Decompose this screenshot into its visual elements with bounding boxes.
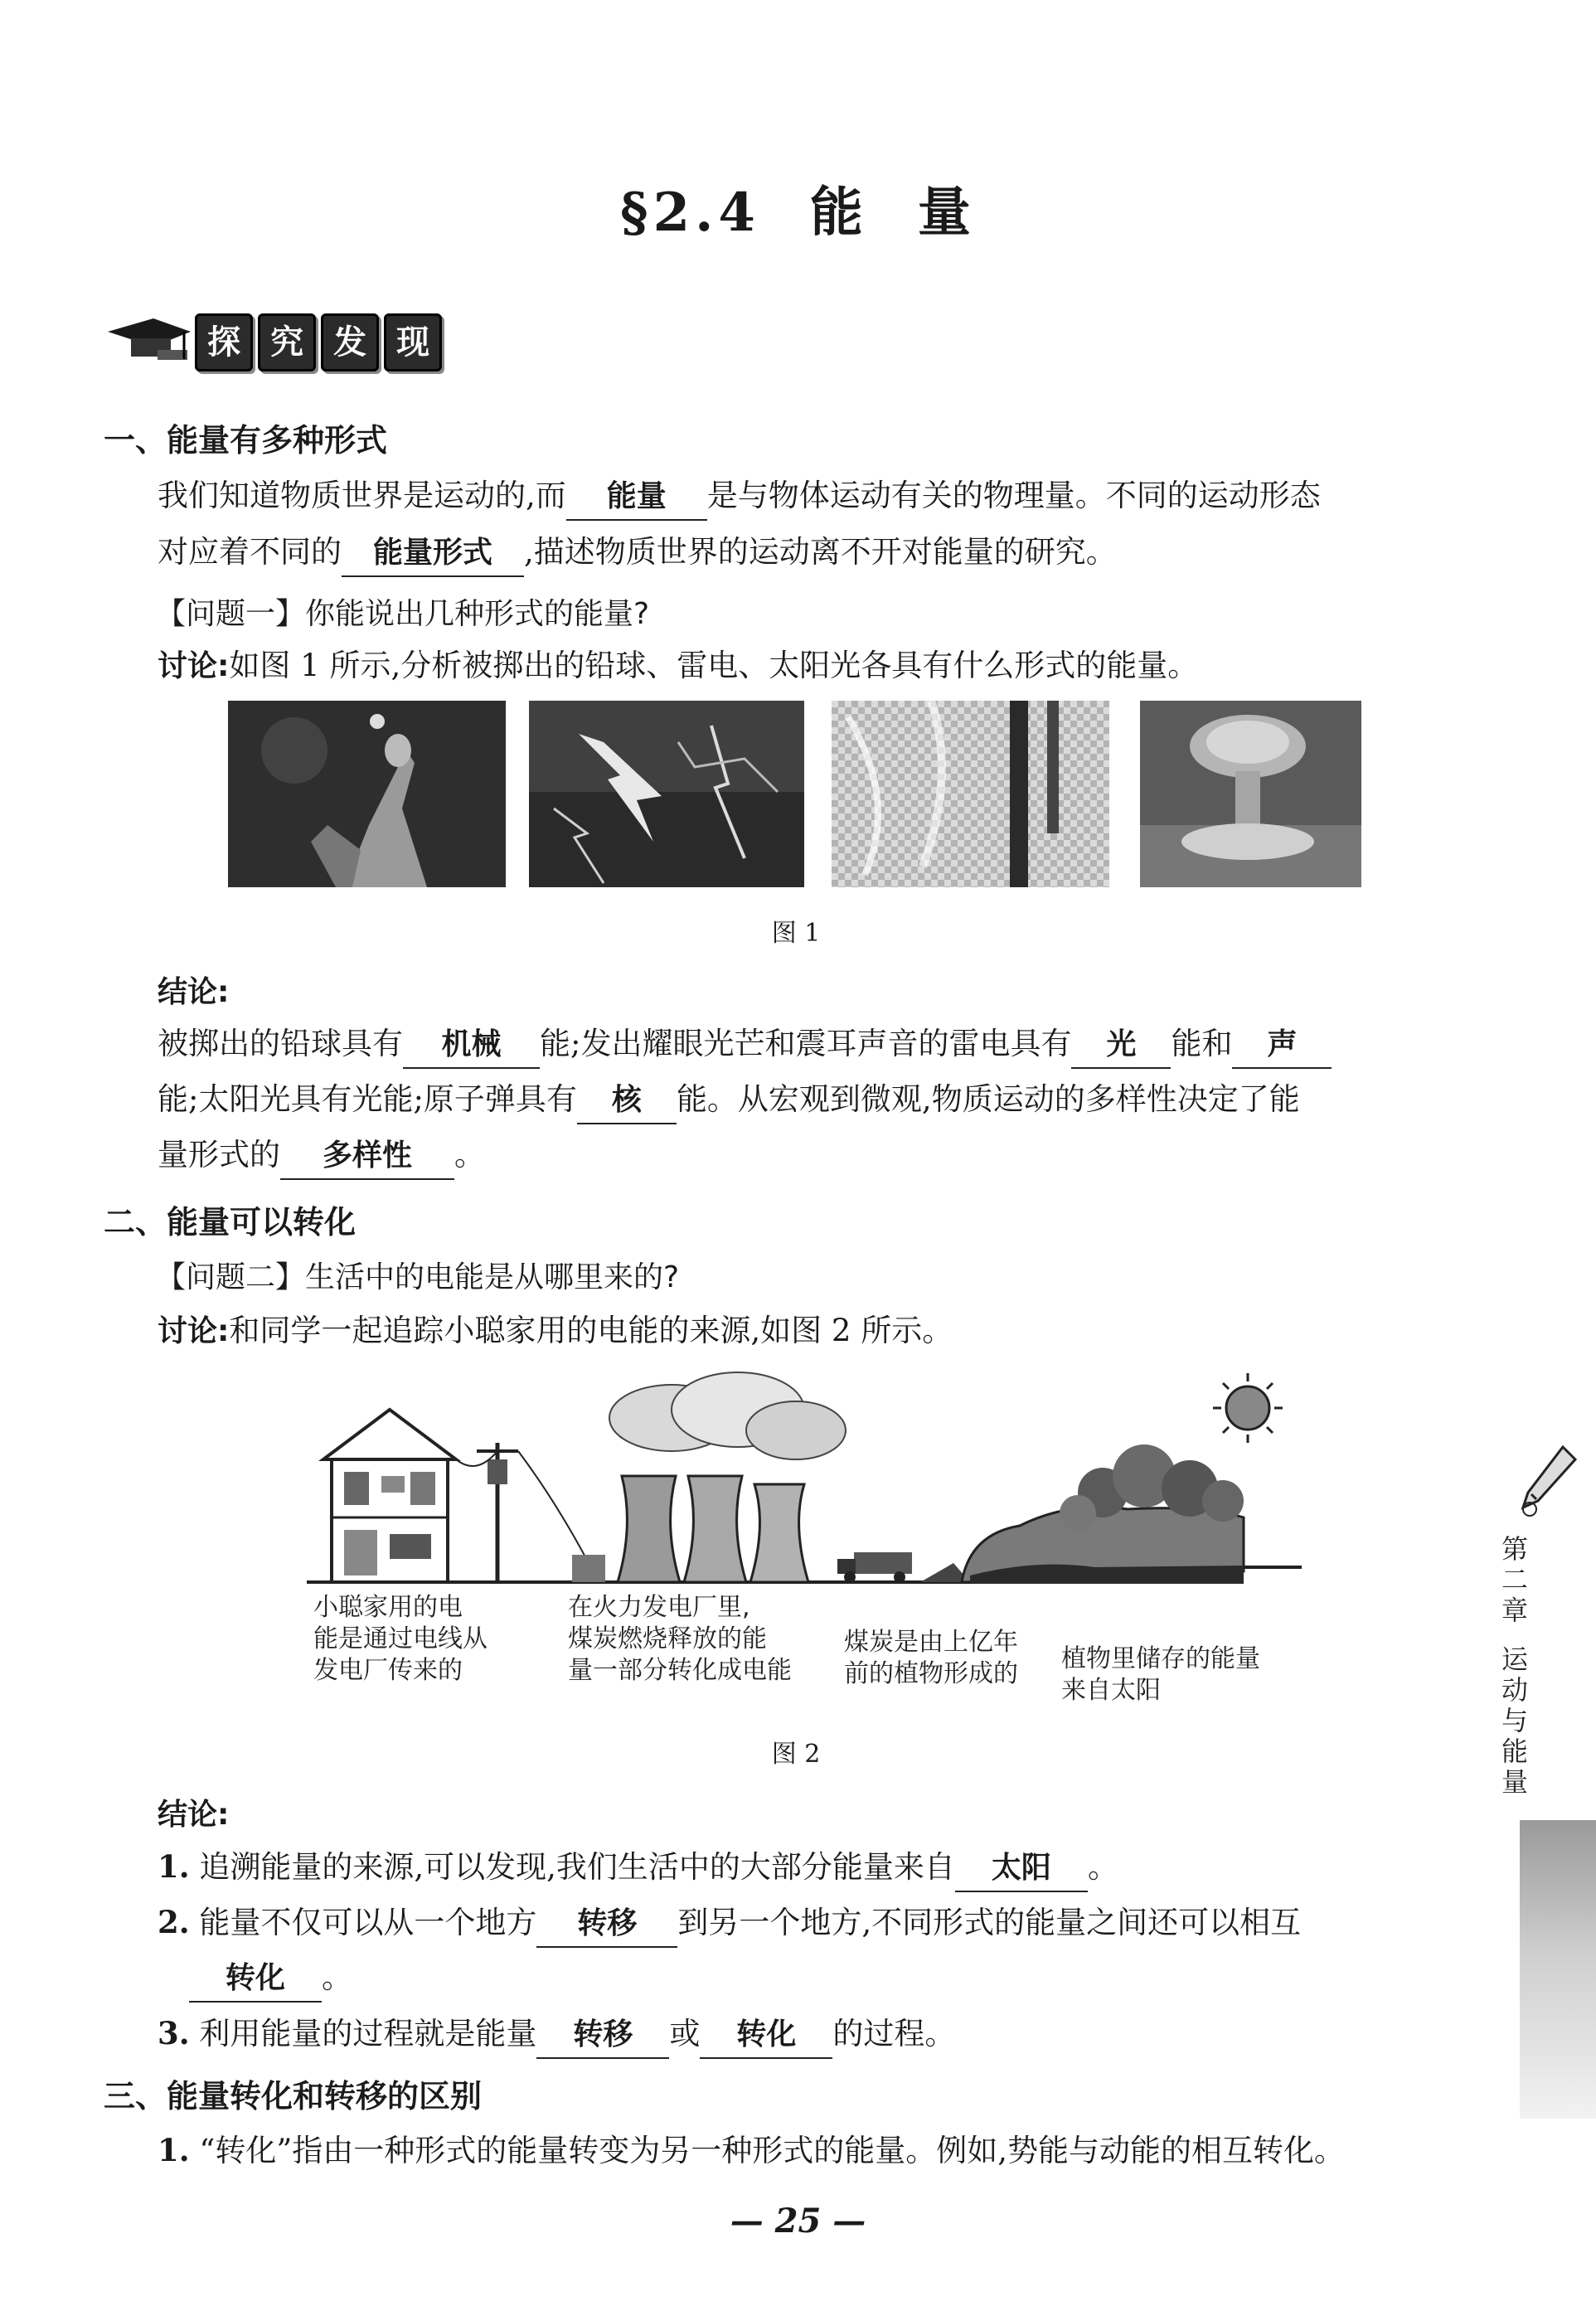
discussion-1 [158,638,1451,694]
blank-convert: 转化 [189,1956,322,2003]
text-segment: 如图 1 所示,分析被掷出的铅球、雷电、太阳光各具有什么形式的能量。 [229,648,1199,683]
label-line: 前的植物形成的 [844,1659,1018,1688]
blank-energy: 能量 [566,474,707,521]
blank-sound: 声 [1232,1022,1332,1069]
section-number: §2.4 [620,182,760,244]
label-plant-sun [1061,1643,1260,1707]
text-segment: 追溯能量的来源,可以发现,我们生活中的大部分能量来自 [199,1849,955,1885]
text-segment: “转化”指由一种形式的能量转变为另一种形式的能量。例如,势能与动能的相互转化。 [199,2133,1345,2168]
blank-nuclear: 核 [577,1078,677,1124]
label-line: 煤炭燃烧释放的能 [568,1624,767,1653]
conclusion2-item-3 [158,2006,1467,2061]
conclusion2-item-2 [158,1895,1467,1950]
sidebar-char: 动 [1501,1674,1528,1706]
badge-char-2: 究 [258,313,316,371]
blank-mechanical: 机械 [403,1022,540,1069]
label-line: 煤炭是由上亿年 [844,1628,1018,1657]
sidebar-char: 运 [1501,1643,1528,1675]
item-number: 1. [158,1848,190,1885]
sidebar-chapter [1498,1534,1531,1798]
badge-char-4: 现 [384,313,442,371]
label-line: 量一部分转化成电能 [568,1656,792,1685]
text-segment: 。 [454,1137,485,1172]
blank-light: 光 [1071,1022,1171,1069]
discussion-label: 讨论: [158,649,230,683]
text-segment: 。 [1087,1849,1118,1885]
item-number: 3. [158,2015,190,2051]
sidebar-char: 章 [1501,1595,1528,1626]
text-segment: 量形式的 [158,1137,280,1172]
title-char-2: 量 [917,182,976,244]
heading-part1: 一、能量有多种形式 [104,422,388,459]
question-1: 【问题一】你能说出几种形式的能量? [156,597,650,631]
blank-sun: 太阳 [955,1846,1088,1892]
text-segment: 到另一个地方,不同形式的能量之间还可以相互 [677,1905,1302,1940]
label-coal [844,1627,1018,1690]
mortarboard-icon [108,313,191,371]
text-segment: 能;发出耀眼光芒和震耳声音的雷电具有 [540,1026,1072,1061]
photo-nuclear-explosion [1140,701,1361,887]
label-house [313,1592,488,1687]
title-char-1: 能 [809,182,868,244]
energy-source-diagram [307,1368,1302,1617]
photo-lightning [529,701,804,887]
power-plant-illustration [609,1372,846,1582]
text-segment: 利用能量的过程就是能量 [199,2016,537,2051]
sidebar-char: 与 [1501,1705,1528,1736]
coal-truck-illustration [837,1552,970,1583]
label-line: 小聪家用的电 [313,1593,463,1622]
intro-line-2 [158,525,1451,580]
text-segment: 。 [322,1959,352,1995]
label-line: 来自太阳 [1061,1676,1161,1705]
text-segment: 被掷出的铅球具有 [158,1026,403,1061]
blank-transfer: 转移 [536,1901,677,1948]
text-segment: 对应着不同的 [158,534,342,570]
label-line: 在火力发电厂里, [568,1593,750,1622]
question-2: 【问题二】生活中的电能是从哪里来的? [156,1260,680,1294]
blank-transfer-2: 转移 [536,2012,669,2059]
sidebar-char: 量 [1501,1766,1528,1798]
text-segment: 的过程。 [832,2016,956,2051]
label-line: 发电厂传来的 [313,1656,463,1685]
label-line: 能是通过电线从 [313,1624,488,1653]
figure-2-caption: 图 2 [771,1740,821,1769]
item-number: 2. [158,1904,190,1940]
conclusion2-item-2-cont [189,1950,1466,2005]
page-title [0,170,1596,246]
discussion-2 [158,1304,1451,1359]
conclusion-line-1 [158,1017,1467,1071]
sun-icon [1213,1373,1283,1443]
discussion-label: 讨论: [158,1314,230,1348]
text-segment: 能;太阳光具有光能;原子弹具有 [158,1081,577,1117]
text-segment: ,描述物质世界的运动离不开对能量的研究。 [524,534,1117,570]
badge-char-3: 发 [321,313,379,371]
sidebar-gradient-tab [1520,1820,1596,2119]
conclusion-line-2 [158,1072,1467,1127]
sidebar-char: 二 [1501,1564,1528,1595]
house-illustration [323,1410,456,1582]
conclusion-label-1: 结论: [158,975,230,1009]
figure-1-caption: 图 1 [771,919,821,948]
conclusion-label-2: 结论: [158,1798,230,1832]
intro-line-1 [158,469,1451,523]
photo-shot-put [228,701,506,887]
text-segment: 和同学一起追踪小聪家用的电能的来源,如图 2 所示。 [229,1313,953,1348]
text-segment: 是与物体运动有关的物理量。不同的运动形态 [706,478,1321,513]
label-power-plant [568,1592,792,1687]
page-number: — 25 — [730,2202,866,2241]
sidebar-char: 第 [1501,1533,1528,1565]
power-pole-illustration [456,1443,605,1582]
text-segment: 或 [669,2016,701,2051]
heading-part3: 三、能量转化和转移的区别 [104,2078,483,2114]
conclusion2-item-1 [158,1839,1467,1895]
text-segment: 能和 [1171,1026,1233,1061]
label-line: 植物里储存的能量 [1061,1644,1260,1673]
forest-hill-illustration [962,1444,1244,1584]
badge-char-1: 探 [195,313,253,371]
part3-item-1 [158,2123,1484,2178]
conclusion-line-3 [158,1128,1467,1182]
blank-diversity: 多样性 [280,1134,454,1180]
text-segment: 能。从宏观到微观,物质运动的多样性决定了能 [676,1081,1300,1117]
sidebar-char: 能 [1501,1736,1528,1767]
text-segment: 我们知道物质世界是运动的,而 [158,478,566,513]
heading-part2: 二、能量可以转化 [104,1204,357,1240]
pencil-icon [1513,1443,1579,1517]
explore-discover-badge [108,313,447,380]
blank-energy-forms: 能量形式 [342,531,524,577]
photo-sunlight [832,701,1109,887]
blank-convert-2: 转化 [700,2012,832,2059]
text-segment: 能量不仅可以从一个地方 [199,1905,537,1940]
item-number: 1. [158,2132,190,2168]
